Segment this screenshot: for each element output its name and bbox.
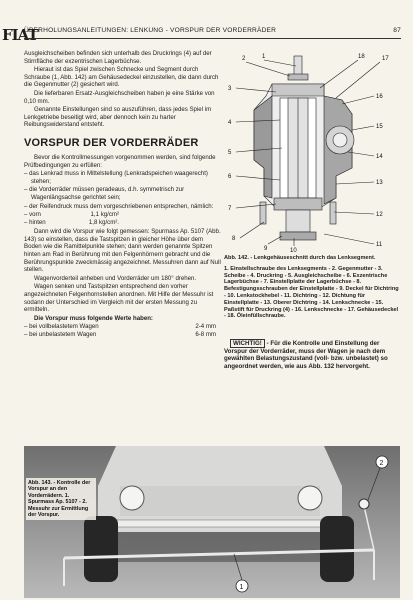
figure-142-caption-body: 1. Einstellschraube des Lenksegments - 2. Gegenmutter - 3. Scheibe - 4. Druckring - 5. Ausgleichscheibe - 6. Exzentrische Lagerbüchse - 7. Einstellplatte der Lagerbüchse - 8. Befestigungsschrauben der Einstellplatte - 9. Deckel für Dichtring - 10. Lenkstockhebel - 11. Dichtring - 12. Dichtung für Einstellplatte - 13. Oberer Dichtring - 14. Lenkschnecke - 15. Paßstift für Druckring (4) - 16. Lenkschnecke - 17. Gehäusedeckel - 18. Öleinfüllschraube. <box>224 265 399 320</box>
paragraph: Bevor die Kontrollmessungen vorgenommen werden, sind folgende Prüfbedingungen zu erfüllen: <box>24 153 216 169</box>
paragraph: Die lieferbaren Ersatz-Ausgleichscheiben haben je eine Stärke von 0,10 mm. <box>24 89 215 105</box>
warning-label: WICHTIG! <box>230 339 265 348</box>
section-heading: VORSPUR DER VORDERRÄDER <box>24 136 199 149</box>
fig-label: 15 <box>376 124 383 130</box>
toe-in-label: – bei vollbelastetem Wagen <box>24 323 99 331</box>
callout-2: 2 <box>379 460 384 467</box>
pressure-row <box>24 211 119 219</box>
fig-label: 9 <box>264 246 268 252</box>
list-item: – die Vorderräder müssen geradeaus, d.h. symmetrisch zur Wagenlängsachse gerichtet sein; <box>24 186 185 201</box>
paragraph: Wagenvorderteil anheben und Vorderräder um 180° drehen. <box>34 274 197 282</box>
fig-label: 14 <box>376 154 383 160</box>
warning-note <box>224 340 400 370</box>
fig-label: 7 <box>228 206 232 212</box>
paragraph: Dann wird die Vorspur wie folgt gemessen: Spurmass Ap. 5107 (Abb. 143) so einstellen, dass die Tastspitzen in gleicher Höhe über dem Boden wie die Ramittelpunkte stehen; dann werden genannte Spitzen hinten am Rad in Berührung mit den Felgenhörnern gebracht und die Berührungspunkte zweckmässig angezeichnet. Messuhren dann auf Null stellen. <box>24 228 221 274</box>
figure-143-caption: Abb. 143. - Kontrolle der Vorspur an den Vorderrädern. 1. Spurmass Ap. 5107 - 2. Messuhr zur Ermittlung der Vorspur. <box>26 478 96 520</box>
figure-142-caption-title: Abb. 142. - Lenkgehäuseschnitt durch das Lenksegment. <box>224 255 376 261</box>
brand-logo: FIAT <box>2 26 38 44</box>
paragraph: Genannte Einstellungen sind so auszuführen, dass jedes Spiel im Lenkgetriebe beseitigt wird, aber dennoch kein zu harter Reibungswiderstand entsteht. <box>24 106 212 129</box>
fig-label: 2 <box>242 56 246 62</box>
fig-label: 8 <box>232 236 236 242</box>
page-number: 87 <box>393 27 401 34</box>
values-heading: Die Vorspur muss folgende Werte haben: <box>34 314 153 322</box>
header-rule <box>24 38 401 39</box>
figure-142-caption <box>224 255 400 320</box>
paragraph: Hieraut ist das Spiel zwischen Schnecke und Segment durch Schraube (1, Abb. 142) am Gehäusedeckel einzustellen, die dann durch die Gegenmutter (2) gesichert wird. <box>24 66 219 89</box>
fig-label: 13 <box>376 180 383 186</box>
fig-label: 17 <box>382 56 389 62</box>
fig-label: 6 <box>228 174 232 180</box>
fig-label: 5 <box>228 150 232 156</box>
fig-label: 11 <box>376 242 383 248</box>
pressure-value: 1,8 kg/cm². <box>88 218 119 226</box>
fig-label: 1 <box>262 54 266 60</box>
paragraph: Wagen senken und Tastspitzen entsprechend den vorher angezeichneten Felgenhornstellen anordnen. Mit Hilfe der Messuhr ist sodann der Unterschied im Vergleich mit der ersten Messung zu ermitteln. <box>24 283 214 314</box>
pressure-row <box>24 219 119 227</box>
pressure-value: 1,1 kg/cm² <box>90 211 119 219</box>
fig-label: 4 <box>228 120 232 126</box>
toe-in-row <box>24 323 222 331</box>
car-front-illustration <box>24 446 400 598</box>
fig-label: 10 <box>290 248 297 253</box>
list-item: – der Reifendruck muss dem vorgeschriebenen entsprechen, nämlich: <box>24 202 214 210</box>
toe-in-label: – bei unbelastetem Wagen <box>24 331 97 338</box>
warning-text: - Für die Kontrolle und Einstellung der Vorspur der Vorderräder, muss der Wagen je nach dem gewählten Belastungszustand (voll- bzw. unbelastet) so angeordnet werden, wie aus Abb. 132 hervorgeht. <box>224 340 388 370</box>
fig-label: 18 <box>358 54 365 60</box>
toe-in-value: 2-4 mm <box>195 323 216 331</box>
fig-label: 12 <box>376 212 383 218</box>
left-text-column <box>24 50 222 339</box>
pressure-label: – hinten <box>24 218 46 226</box>
fig-label: 16 <box>376 94 383 100</box>
page-header-title: ÜBERHOLUNGSANLEITUNGEN: LENKUNG - VORSPUR DER VORDERRÄDER <box>24 27 277 34</box>
paragraph: Ausgleichscheiben befinden sich unterhalb des Druckrings (4) auf der Stirnfläche der exzentrischen Lagerbüchse. <box>24 50 212 65</box>
pressure-label: – vorn <box>24 211 41 219</box>
list-item: – das Lenkrad muss in Mittelstellung (Lenkradspeichen waagerecht) stehen; <box>24 170 208 185</box>
callout-1: 1 <box>239 584 244 591</box>
toe-in-value: 6-8 mm <box>195 331 216 338</box>
page-header <box>24 27 401 34</box>
fig-label: 3 <box>228 86 232 92</box>
toe-in-row <box>24 331 222 339</box>
steering-box-cutaway-figure <box>224 48 400 253</box>
toe-in-measurement-photo <box>24 446 400 598</box>
